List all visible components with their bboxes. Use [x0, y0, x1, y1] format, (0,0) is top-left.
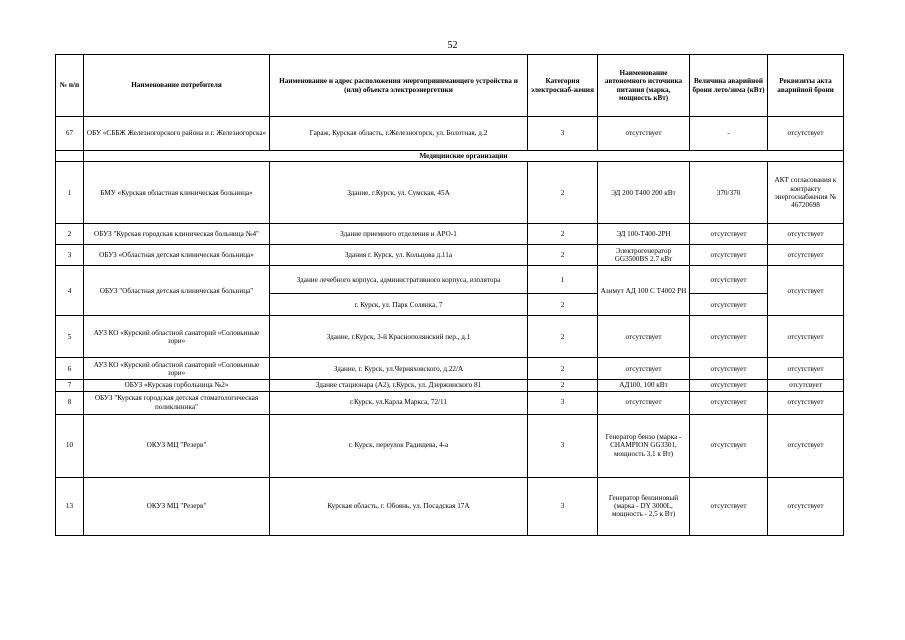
row-consumer: ОБУЗ "Курская городская детская стоматологическая поликлиника" — [84, 391, 270, 414]
row-source: отсутствует — [598, 117, 690, 151]
row-num: 10 — [56, 414, 84, 477]
row-source: отсутствует — [598, 391, 690, 414]
row-act: отсутствует — [768, 117, 844, 151]
row-category: 2 — [528, 380, 598, 391]
row-source: отсутствует — [598, 358, 690, 380]
section-title: Медицинские организации — [84, 151, 844, 162]
row-num: 2 — [56, 224, 84, 245]
header-category: Категория электроснаб-жения — [528, 55, 598, 117]
row-object: г. Курск, переулок Радищева, 4-а — [270, 414, 528, 477]
consumers-table — [55, 54, 844, 536]
row-act: отсутствует — [768, 391, 844, 414]
table-row — [56, 477, 844, 535]
row-object: Курская область, г. Обоянь, ул. Посадская 17А — [270, 477, 528, 535]
header-consumer: Наименование потребителя — [84, 55, 270, 117]
header-source: Наименование автономного источника питания (марка, мощность кВт) — [598, 55, 690, 117]
row-reserve: отсутствует — [690, 477, 768, 535]
row-category: 2 — [528, 245, 598, 266]
row-consumer: ОБУЗ "Областная детская клиническая больница" — [84, 266, 270, 316]
table-row — [56, 380, 844, 391]
row-source: отсутствует — [598, 316, 690, 358]
row-consumer: ОБУ «СББЖ Железногорского района и г. Железногорска» — [84, 117, 270, 151]
row-object: Гараж, Курская область, г.Железногорск, ул. Болотная, д.2 — [270, 117, 528, 151]
row-num: 4 — [56, 266, 84, 316]
row-reserve: отсутствует — [690, 245, 768, 266]
row-reserve: отсутствует — [690, 316, 768, 358]
row-num: 13 — [56, 477, 84, 535]
row-num: 1 — [56, 162, 84, 224]
table-row — [56, 224, 844, 245]
row-num: 67 — [56, 117, 84, 151]
header-row — [56, 55, 844, 117]
row-consumer: ОБУЗ "Курская городская клиническая больница №4" — [84, 224, 270, 245]
row-act: отсутствует — [768, 316, 844, 358]
row-consumer: ОКУЗ МЦ "Резерв" — [84, 477, 270, 535]
row-act: отсутствует — [768, 266, 844, 316]
row-reserve: отсутствует — [690, 414, 768, 477]
table-row — [56, 414, 844, 477]
row-source: ЭД 200 Т400 200 кВт — [598, 162, 690, 224]
row-act: отсутствует — [768, 477, 844, 535]
table-row — [56, 162, 844, 224]
row-reserve: отсутствует — [690, 380, 768, 391]
row-object: Здание лечебного корпуса, административного корпуса, изолятора — [270, 266, 528, 294]
row-category: 3 — [528, 477, 598, 535]
row-category: 2 — [528, 224, 598, 245]
row-consumer: АУЗ КО «Курский областной санаторий «Соловьиные зори» — [84, 358, 270, 380]
row-num: 3 — [56, 245, 84, 266]
table-row — [56, 358, 844, 380]
row-category: 2 — [528, 162, 598, 224]
row-object: Здание стационара (А2), г.Курск, ул. Дзержинского 81 — [270, 380, 528, 391]
row-source: Генератор бензо (марка - CHAMPION GG3301, мощность 3,1 к Вт) — [598, 414, 690, 477]
section-row — [56, 151, 844, 162]
row-reserve: - — [690, 117, 768, 151]
row-reserve: отсутствует — [690, 266, 768, 294]
row-category: 2 — [528, 358, 598, 380]
row-reserve: отсутствует — [690, 358, 768, 380]
row-object: Здание, г.Курск, ул. Сумская, 45А — [270, 162, 528, 224]
row-category: 3 — [528, 391, 598, 414]
row-object: г.Курск, ул.Карла Маркса, 72/11 — [270, 391, 528, 414]
row-consumer: АУЗ КО «Курский областной санаторий «Соловьиные зори» — [84, 316, 270, 358]
row-source: Электрогенератор GG3500BS 2.7 кВт — [598, 245, 690, 266]
row-object: Здание, г. Курск, ул.Черняховского, д.22/А — [270, 358, 528, 380]
row-num: 8 — [56, 391, 84, 414]
row-act: АКТ согласования к контракту энергоснабжения № 46720698 — [768, 162, 844, 224]
row-source: ЭД 100-Т400-2РН — [598, 224, 690, 245]
row-reserve: 370/370 — [690, 162, 768, 224]
page-number: 52 — [447, 40, 458, 51]
header-num: № п/п — [56, 55, 84, 117]
row-reserve: отсутствует — [690, 391, 768, 414]
header-act: Реквизиты акта аварийной брони — [768, 55, 844, 117]
row-act: отсутствует — [768, 358, 844, 380]
row-category: 2 — [528, 316, 598, 358]
row-consumer: БМУ «Курская областная клиническая больница» — [84, 162, 270, 224]
row-object: г. Курск, ул. Парк Солянка, 7 — [270, 294, 528, 316]
row-category: 1 — [528, 266, 598, 294]
row-object: Здания г. Курск, ул. Кольцова д.11а — [270, 245, 528, 266]
row-num: 7 — [56, 380, 84, 391]
row-category: 2 — [528, 294, 598, 316]
table-row — [56, 117, 844, 151]
table-row — [56, 245, 844, 266]
row-reserve: отсутствует — [690, 224, 768, 245]
row-num: 5 — [56, 316, 84, 358]
row-source: Генератор бензиновый (марка - DY 3000L, мощность - 2,5 к Вт) — [598, 477, 690, 535]
row-object: Здание, г.Курск, 3-й Краснополянский пер., д.1 — [270, 316, 528, 358]
row-category: 3 — [528, 414, 598, 477]
row-consumer: ОБУЗ «Курская горбольница №2» — [84, 380, 270, 391]
row-reserve: отсутствует — [690, 294, 768, 316]
row-source: АД100, 100 кВт — [598, 380, 690, 391]
row-act: отсутствует — [768, 414, 844, 477]
row-consumer: ОКУЗ МЦ "Резерв" — [84, 414, 270, 477]
row-source: Азимут АД 100 С Т4002 РН — [598, 266, 690, 316]
header-reserve: Величина аварийной брони лето/зима (кВт) — [690, 55, 768, 117]
table-row — [56, 391, 844, 414]
table-row — [56, 266, 844, 294]
row-act: отсутсвует — [768, 380, 844, 391]
header-object: Наименование и адрес расположения энергопринимающего устройства и (или) объекта электроэнергетики — [270, 55, 528, 117]
row-num: 6 — [56, 358, 84, 380]
row-object: Здание приемного отделения и АРО-1 — [270, 224, 528, 245]
row-category: 3 — [528, 117, 598, 151]
row-act: отсутствует — [768, 224, 844, 245]
row-consumer: ОБУЗ «Областная детская клиническая больница» — [84, 245, 270, 266]
table-row — [56, 316, 844, 358]
row-act: отсутствует — [768, 245, 844, 266]
